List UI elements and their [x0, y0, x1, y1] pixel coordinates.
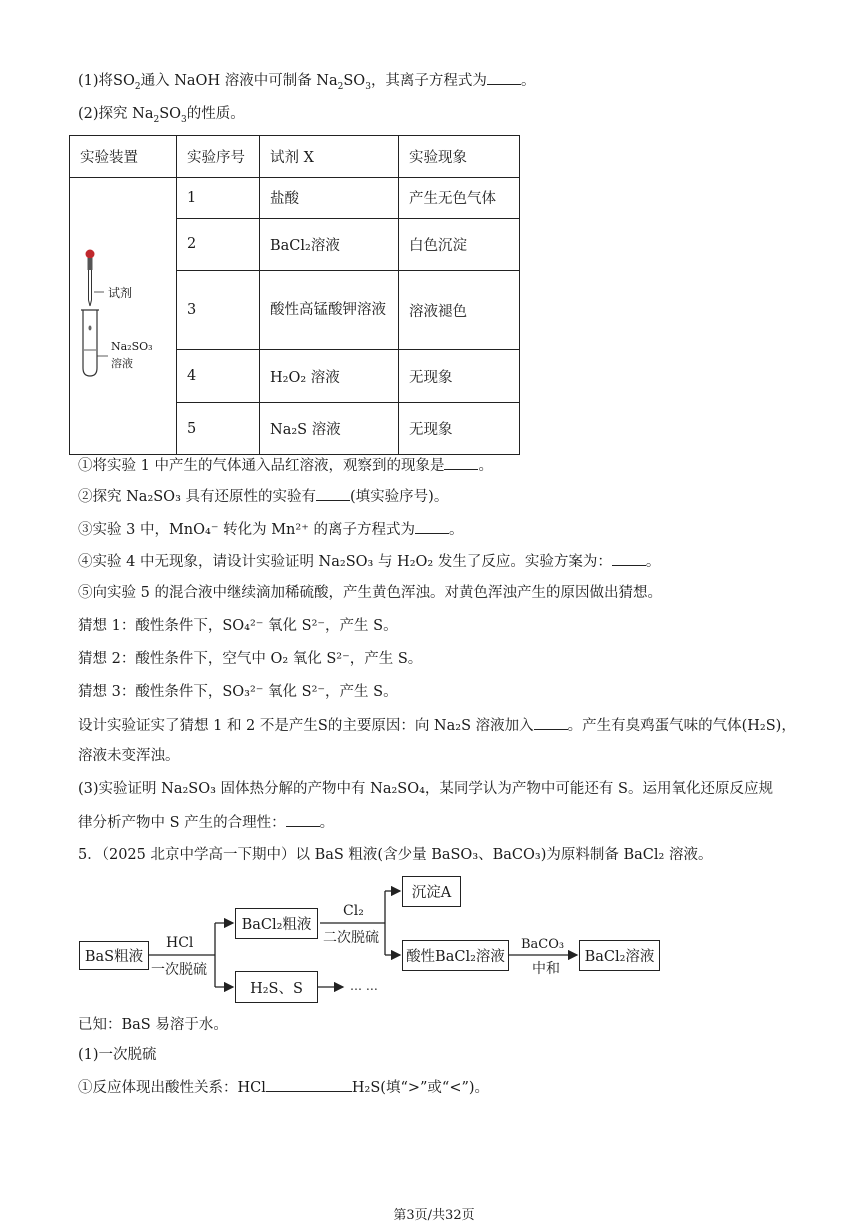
label-baco3: BaCO₃: [521, 937, 565, 952]
question-3-line-2: 律分析产物中 S 产生的合理性： 。: [78, 812, 334, 833]
table-cell-result: 产生无色气体: [399, 178, 520, 219]
table-cell-result: 无现象: [399, 403, 520, 455]
table-cell-reagent: 酸性高锰酸钾溶液: [260, 271, 399, 350]
part-1-item-1: ①反应体现出酸性关系：HCl H₂S(填“>”或“<”)。: [78, 1077, 489, 1098]
question-2: (2)探究 $Na_2SO_3$的性质。: [78, 106, 245, 125]
table-cell-reagent: BaCl₂溶液: [260, 218, 399, 271]
label-neutralize: 中和: [532, 961, 560, 977]
solution-label: 溶液: [111, 357, 133, 370]
header-number: 实验序号: [177, 136, 260, 178]
reagent-label: 试剂: [108, 286, 133, 300]
label-first-desulfurization: 一次脱硫: [151, 962, 207, 978]
table-cell-reagent: Na₂S 溶液: [260, 403, 399, 455]
table-cell-num: 2: [177, 218, 260, 271]
item-5: ⑤向实验 5 的混合液中继续滴加稀硫酸，产生黄色浑浊。对黄色浑浊产生的原因做出猜想。: [78, 585, 662, 601]
question-5: 5．（2025 北京中学高一下期中）以 BaS 粗液(含少量 BaSO₃、BaCO₃)为原料制备 BaCl₂ 溶液。: [78, 847, 713, 863]
page-footer: 第3页/共32页: [393, 1208, 475, 1223]
table-cell-result: 白色沉淀: [399, 218, 520, 271]
table-cell-num: 3: [177, 271, 260, 350]
item-1: ①将实验 1 中产生的气体通入品红溶液，观察到的现象是 。: [78, 455, 493, 476]
known-fact: 已知：BaS 易溶于水。: [78, 1017, 228, 1033]
node-bas-crude: BaS粗液: [79, 941, 149, 970]
label-hcl: HCl: [166, 935, 194, 951]
table-cell-result: 无现象: [399, 350, 520, 403]
header-reagent: 试剂 X: [260, 136, 399, 178]
item-3: ③实验 3 中，MnO₄⁻ 转化为 Mn²⁺ 的离子方程式为 。: [78, 519, 463, 540]
header-result: 实验现象: [399, 136, 520, 178]
item-4: ④实验 4 中无现象，请设计实验证明 Na₂SO₃ 与 H₂O₂ 发生了反应。实验方案为： 。: [78, 551, 660, 572]
label-second-desulfurization: 二次脱硫: [323, 930, 379, 946]
table-cell-num: 4: [177, 350, 260, 403]
design-line-2: 溶液未变浑浊。: [78, 748, 180, 764]
node-precipitate-a: 沉淀A: [402, 876, 461, 907]
part-1-heading: (1)一次脱硫: [78, 1047, 157, 1063]
design-line-1: 设计实验证实了猜想 1 和 2 不是产生S的主要原因：向 Na₂S 溶液加入 。产生有臭鸡蛋气味的气体(H₂S)，: [78, 715, 796, 736]
guess-2: 猜想 2：酸性条件下，空气中 O₂ 氧化 S²⁻，产生 S。: [78, 651, 423, 667]
table-cell-num: 5: [177, 403, 260, 455]
table-cell-num: 1: [177, 178, 260, 219]
node-bacl2-solution: BaCl₂溶液: [579, 940, 660, 971]
guess-1: 猜想 1：酸性条件下，SO₄²⁻ 氧化 S²⁻，产生 S。: [78, 618, 398, 634]
solution-formula-label: Na₂SO₃: [111, 340, 153, 353]
question-1: (1)将$SO_2$通入 NaOH 溶液中可制备 $Na_2SO_3$，其离子方程式为 。: [78, 70, 535, 91]
label-ellipsis: … …: [350, 979, 378, 993]
question-3-line-1: (3)实验证明 Na₂SO₃ 固体热分解的产物中有 Na₂SO₄，某同学认为产物中可能还有 S。运用氧化还原反应规: [78, 781, 773, 797]
node-bacl2-crude: BaCl₂粗液: [235, 908, 318, 939]
item-2: ②探究 Na₂SO₃ 具有还原性的实验有 (填实验序号)。: [78, 486, 448, 507]
header-apparatus: 实验装置: [70, 136, 177, 178]
table-cell-result: 溶液褪色: [399, 271, 520, 350]
node-h2s-s: H₂S、S: [235, 971, 318, 1003]
node-acidic-bacl2: 酸性BaCl₂溶液: [402, 940, 509, 971]
answer-blank[interactable]: [266, 1077, 352, 1092]
label-cl2: Cl₂: [343, 903, 364, 919]
guess-3: 猜想 3：酸性条件下，SO₃²⁻ 氧化 S²⁻，产生 S。: [78, 684, 398, 700]
table-cell-reagent: H₂O₂ 溶液: [260, 350, 399, 403]
table-cell-reagent: 盐酸: [260, 178, 399, 219]
